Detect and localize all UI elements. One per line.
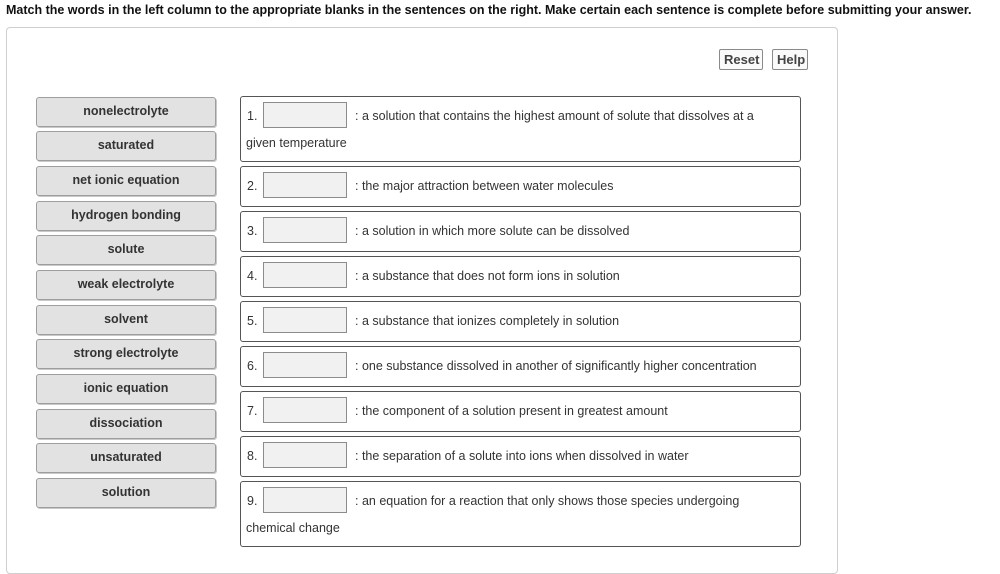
term-tile-strong-electrolyte[interactable]: strong electrolyte [36, 339, 216, 369]
answer-blank-3[interactable] [263, 217, 347, 243]
answer-blank-8[interactable] [263, 442, 347, 468]
sentence-number: 3. [247, 224, 258, 238]
answer-blank-9[interactable] [263, 487, 347, 513]
term-tile-ionic-equation[interactable]: ionic equation [36, 374, 216, 404]
sentence-number: 2. [247, 179, 258, 193]
sentence-row-1 [240, 96, 801, 162]
sentence-text: : the component of a solution present in greatest amount [355, 404, 668, 418]
answer-blank-6[interactable] [263, 352, 347, 378]
sentence-text: : an equation for a reaction that only shows those species undergoing [355, 494, 740, 508]
term-tile-solute[interactable]: solute [36, 235, 216, 265]
sentence-number: 7. [247, 404, 258, 418]
sentence-number: 1. [247, 109, 258, 123]
sentence-row-9 [240, 481, 801, 547]
term-tile-nonelectrolyte[interactable]: nonelectrolyte [36, 97, 216, 127]
sentence-text: : a solution in which more solute can be dissolved [355, 224, 630, 238]
sentence-row-3 [240, 211, 801, 252]
sentence-text: : one substance dissolved in another of significantly higher concentration [355, 359, 757, 373]
term-tile-unsaturated[interactable]: unsaturated [36, 443, 216, 473]
sentence-row-7 [240, 391, 801, 432]
term-tile-dissociation[interactable]: dissociation [36, 409, 216, 439]
sentence-row-5 [240, 301, 801, 342]
sentence-number: 9. [247, 494, 258, 508]
reset-button[interactable]: Reset [719, 49, 763, 70]
term-tile-solvent[interactable]: solvent [36, 305, 216, 335]
sentence-number: 5. [247, 314, 258, 328]
sentence-text: : the major attraction between water molecules [355, 179, 614, 193]
answer-blank-1[interactable] [263, 102, 347, 128]
sentence-text: : a solution that contains the highest amount of solute that dissolves at a [355, 109, 754, 123]
sentence-text-continued: chemical change [246, 521, 340, 535]
sentence-number: 8. [247, 449, 258, 463]
term-tile-solution[interactable]: solution [36, 478, 216, 508]
sentence-row-6 [240, 346, 801, 387]
sentence-row-8 [240, 436, 801, 477]
term-tile-weak-electrolyte[interactable]: weak electrolyte [36, 270, 216, 300]
sentence-text-continued: given temperature [246, 136, 347, 150]
sentence-number: 4. [247, 269, 258, 283]
sentence-number: 6. [247, 359, 258, 373]
term-tile-net-ionic-equation[interactable]: net ionic equation [36, 166, 216, 196]
sentence-text: : the separation of a solute into ions when dissolved in water [355, 449, 689, 463]
term-tile-hydrogen-bonding[interactable]: hydrogen bonding [36, 201, 216, 231]
answer-blank-5[interactable] [263, 307, 347, 333]
answer-blank-2[interactable] [263, 172, 347, 198]
help-button[interactable]: Help [772, 49, 808, 70]
answer-blank-4[interactable] [263, 262, 347, 288]
sentence-row-2 [240, 166, 801, 207]
answer-blank-7[interactable] [263, 397, 347, 423]
sentence-text: : a substance that ionizes completely in solution [355, 314, 620, 328]
instructions-text: Match the words in the left column to the appropriate blanks in the sentences on the right. Make certain each sentence is complete before submitting your answer. [6, 3, 972, 17]
sentence-row-4 [240, 256, 801, 297]
sentence-text: : a substance that does not form ions in solution [355, 269, 620, 283]
term-tile-saturated[interactable]: saturated [36, 131, 216, 161]
